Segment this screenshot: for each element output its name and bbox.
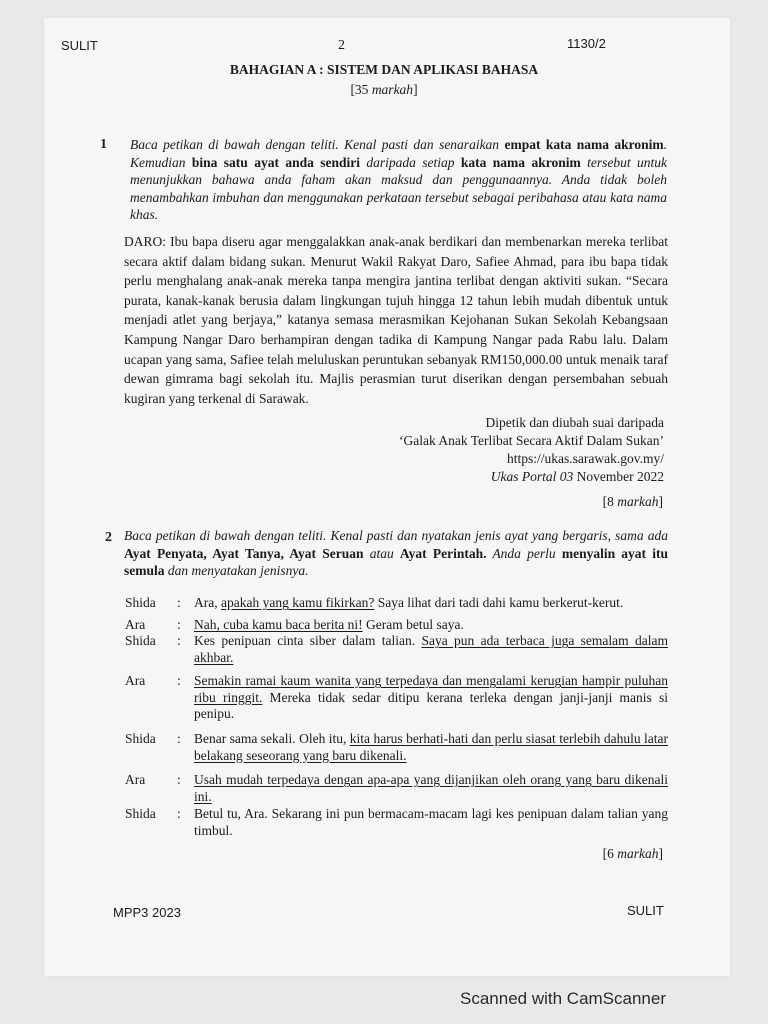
source-line-1: Dipetik dan diubah suai daripada	[485, 415, 664, 430]
question-2-number: 2	[105, 530, 112, 545]
source-line-4: Ukas Portal 03 November 2022	[490, 469, 664, 484]
dialog-colon: :	[177, 595, 181, 610]
source-line-2: ‘Galak Anak Terlibat Secara Aktif Dalam Sukan’	[399, 433, 664, 448]
dialog-utterance: Semakin ramai kaum wanita yang terpedaya dan mengalami kerugian hampir puluhan ribu ringgit. Mereka tidak sedar ditipu kerana terleka dengan janji-janji manis si penipu.	[194, 673, 668, 721]
question-1-number: 1	[100, 137, 107, 152]
section-title: BAHAGIAN A : SISTEM DAN APLIKASI BAHASA	[229, 62, 539, 77]
dialog-colon: :	[177, 633, 181, 648]
dialog-colon: :	[177, 772, 181, 787]
question-1-passage: DARO: Ibu bapa diseru agar menggalakkan anak-anak berdikari dan membenarkan mereka terlibat secara aktif dalam bidang sukan. Menurut Wakil Rakyat Daro, Safiee Ahmad, para ibu bapa tidak perlu menghalang anak-anak mereka tanpa mengira jantina terlibat dengan aktiviti sukan. “Secara purata, kanak-kanak berusia dalam lingkungan tujuh hingga 12 tahun lebih mudah dibentuk untuk menjadi atlet yang berjaya,” katanya semasa merasmikan Kejohanan Sukan Sekolah Kebangsaan Kampung Nangar Daro berhampiran dengan tadika di Kampung Nangar pada Rabu lalu. Dalam ucapan yang sama, Safiee telah meluluskan peruntukan sebanyak RM150,000.00 untuk menaik taraf dewan gimrama bagi sekolah itu. Majlis perasmian turut diserikan dengan persembahan sebuah kugiran yang terkenal di Sarawak.	[124, 234, 668, 406]
dialog-utterance: Ara, apakah yang kamu fikirkan? Saya lihat dari tadi dahi kamu berkerut-kerut.	[194, 595, 624, 610]
dialog-colon: :	[177, 731, 181, 746]
dialog-utterance: Betul tu, Ara. Sekarang ini pun bermacam-macam lagi kes penipuan dalam talian yang timbul.	[194, 806, 668, 838]
dialog-speaker: Shida	[125, 595, 156, 610]
dialog-colon: :	[177, 673, 181, 688]
dialog-utterance: Nah, cuba kamu baca berita ni! Geram betul saya.	[194, 617, 464, 632]
dialog-colon: :	[177, 617, 181, 632]
footer-sulit: SULIT	[627, 903, 664, 918]
dialog-utterance: Usah mudah terpedaya dengan apa-apa yang dijanjikan oleh orang yang baru dikenali ini.	[194, 772, 668, 804]
page-number: 2	[338, 38, 345, 53]
dialog-speaker: Shida	[125, 731, 156, 746]
dialog-utterance: Benar sama sekali. Oleh itu, kita harus berhati-hati dan perlu siasat terlebih dahulu latar belakang seseorang yang baru dikenali.	[194, 731, 668, 763]
scanner-watermark: Scanned with CamScanner	[460, 989, 667, 1008]
header-sulit: SULIT	[61, 38, 98, 53]
source-line-3: https://ukas.sarawak.gov.my/	[507, 451, 664, 466]
section-marks: [35 markah]	[350, 82, 418, 97]
question-1-marks: [8 markah]	[602, 494, 663, 509]
dialog-speaker: Shida	[125, 633, 156, 648]
dialog-speaker: Ara	[125, 617, 146, 632]
dialog-speaker: Shida	[125, 806, 156, 821]
footer-exam-code: MPP3 2023	[113, 905, 181, 920]
dialog-utterance: Kes penipuan cinta siber dalam talian. Saya pun ada terbaca juga semalam dalam akhbar.	[194, 633, 668, 665]
dialog-speaker: Ara	[125, 772, 146, 787]
passage-source	[399, 414, 664, 486]
paper-code: 1130/2	[567, 36, 606, 51]
dialog-colon: :	[177, 806, 181, 821]
question-2-instruction: Baca petikan di bawah dengan teliti. Kenal pasti dan nyatakan jenis ayat yang bergaris, sama ada Ayat Penyata, Ayat Tanya, Ayat Seruan atau Ayat Perintah. Anda perlu menyalin ayat itu semula dan menyatakan jenisnya.	[124, 528, 668, 578]
question-1-instruction: Baca petikan di bawah dengan teliti. Kenal pasti dan senaraikan empat kata nama akronim. Kemudian bina satu ayat anda sendiri daripada setiap kata nama akronim tersebut untuk menunjukkan bahawa anda faham akan maksud dan penggunaannya. Anda tidak boleh menambahkan imbuhan dan menggunakan perkataan tersebut sebagai peribahasa atau kata nama khas.	[130, 137, 667, 222]
dialog-speaker: Ara	[125, 673, 146, 688]
question-2-marks: [6 markah]	[602, 846, 663, 861]
